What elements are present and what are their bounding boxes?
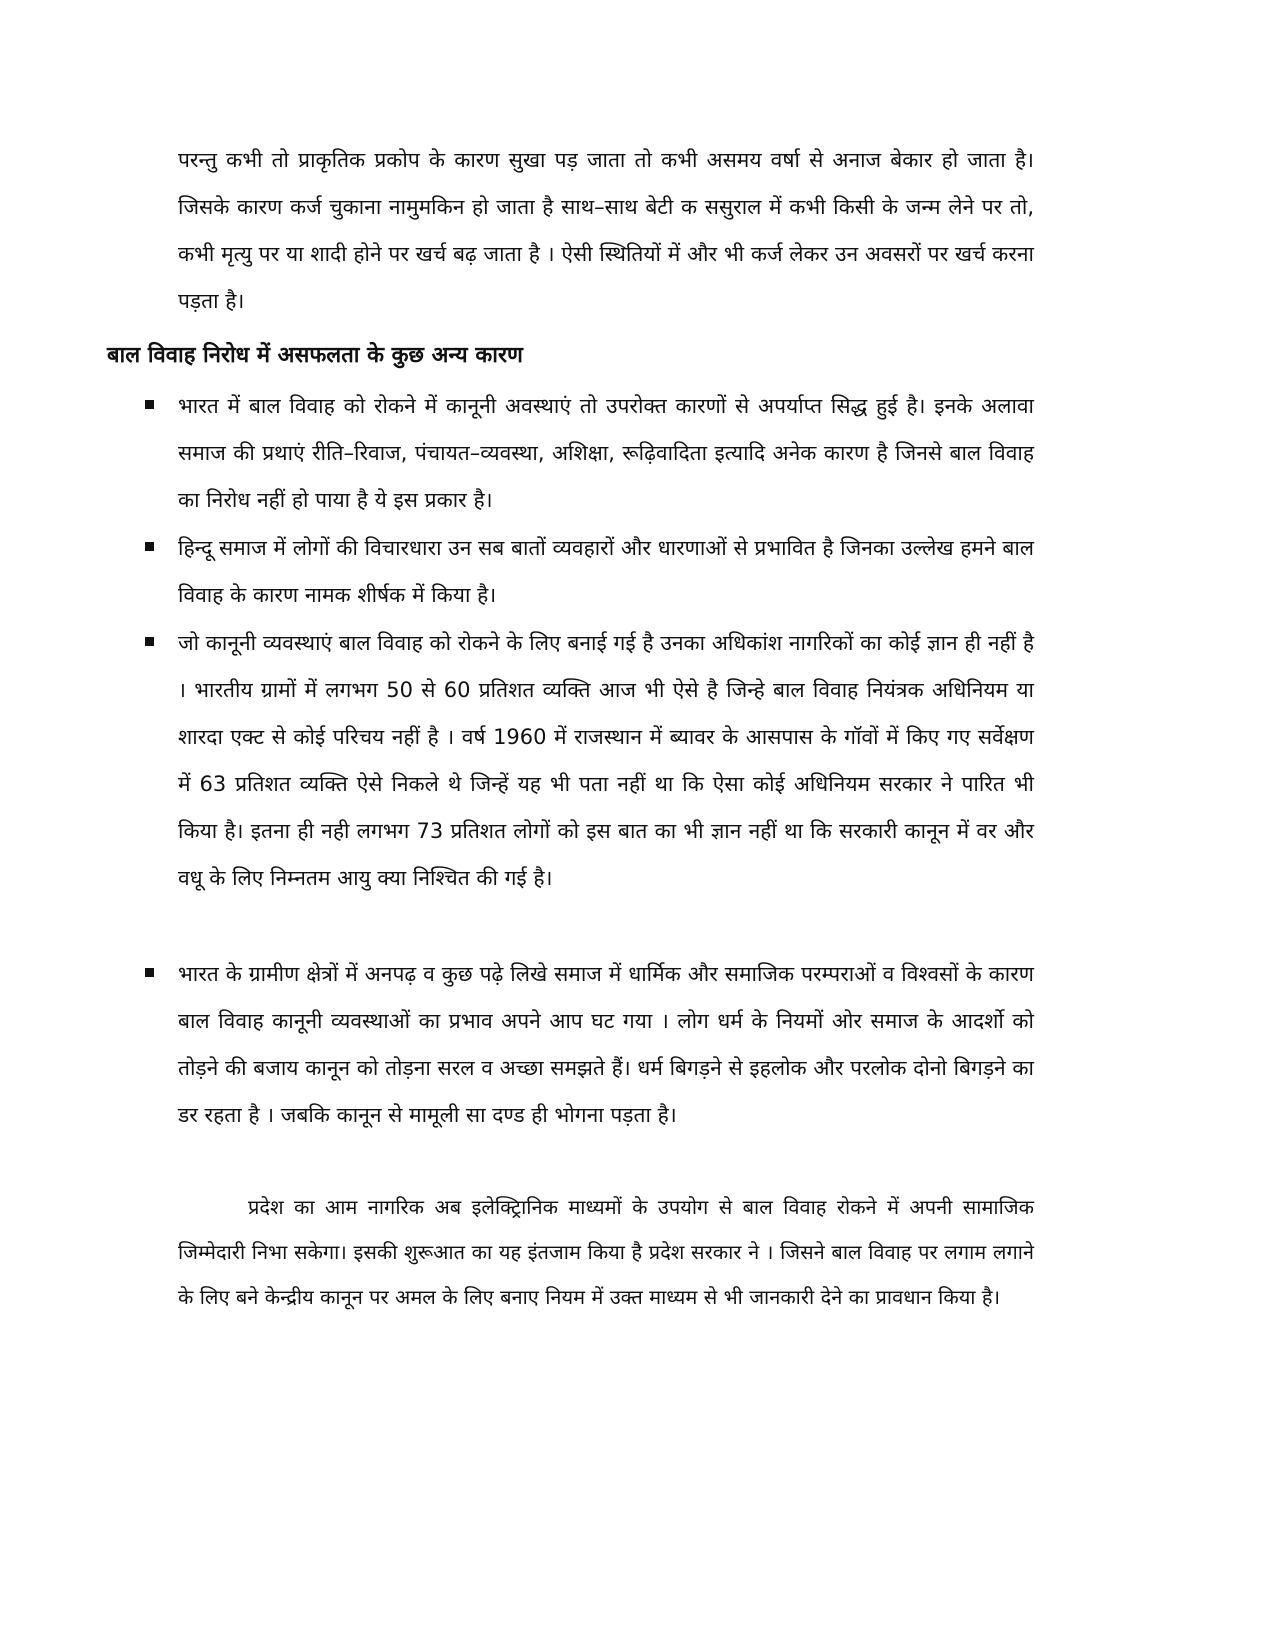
bullet-text: भारत के ग्रामीण क्षेत्रों में अनपढ़ व कुछ पढ़े लिखे समाज में धार्मिक और समाजिक परम्पराओं व विश्वसों के कारण बाल विवाह कानूनी व्यवस्थाओं का प्रभाव अपने आप घट गया । लोग धर्म के नियमों ओर समाज के आदर्शो को तोड़ने की बजाय कानून को तोड़ना सरल व अच्छा समझते हैं। धर्म बिगड़ने से इहलोक और परलोक दोनो बिगड़ने का डर रहता है । जबकि कानून से मामूली सा दण्ड ही भोगना पड़ता है।	[178, 962, 1034, 1127]
intro-paragraph: परन्तु कभी तो प्राकृतिक प्रकोप के कारण सुखा पड़ जाता तो कभी असमय वर्षा से अनाज बेकार हो जाता है। जिसके कारण कर्ज चुकाना नामुमकिन हो जाता है साथ–साथ बेटी क ससुराल में कभी किसी के जन्म लेने पर तो, कभी मृत्यु पर या शादी होने पर खर्च बढ़ जाता है । ऐसी स्थितियों में और भी कर्ज लेकर उन अवसरों पर खर्च करना पड़ता है।	[178, 148, 1034, 313]
square-bullet-icon	[145, 542, 154, 551]
closing-paragraph: प्रदेश का आम नागरिक अब इलेक्ट्रिानिक माध्यमों के उपयोग से बाल विवाह रोकने में अपनी सामाजिक जिम्मेदारी निभा सकेगा। इसकी शुरूआत का यह इंतजाम किया है प्रदेश सरकार ने । जिसने बाल विवाह पर लगाम लगाने के लिए बने केन्द्रीय कानून पर अमल के लिए बनाए नियम में उक्त माध्यम से भी जानकारी देने का प्रावधान किया है।	[178, 1195, 1034, 1309]
square-bullet-icon	[145, 400, 154, 409]
section-heading: बाल विवाह निरोध में असफलता के कुछ अन्य कारण	[107, 343, 523, 368]
square-bullet-icon	[145, 968, 154, 977]
bullet-text: जो कानूनी व्यवस्थाएं बाल विवाह को रोकने के लिए बनाई गई है उनका अधिकांश नागरिकों का कोई ज्ञान ही नहीं है । भारतीय ग्रामों में लगभग 50 से 60 प्रतिशत व्यक्ति आज भी ऐसे है जिन्हे बाल विवाह नियंत्रक अधिनियम या शारदा एक्ट से कोई परिचय नहीं है । वर्ष 1960 में राजस्थान में ब्यावर के आसपास के गॉवों में किए गए सर्वेक्षण में 63 प्रतिशत व्यक्ति ऐसे निकले थे जिन्हें यह भी पता नहीं था कि ऐसा कोई अधिनियम सरकार ने पारित भी किया है। इतना ही नही लगभग 73 प्रतिशत लोगों को इस बात का भी ज्ञान नहीं था कि सरकारी कानून में वर और वधू के लिए निम्नतम आयु क्या निश्चित की गई है।	[178, 631, 1034, 890]
bullet-text: भारत में बाल विवाह को रोकने में कानूनी अवस्थाएं तो उपरोक्त कारणों से अपर्याप्त सिद्ध हुई है। इनके अलावा समाज की प्रथाएं रीति–रिवाज, पंचायत–व्यवस्था, अशिक्षा, रूढ़िवादिता इत्यादि अनेक कारण है जिनसे बाल विवाह का निरोध नहीं हो पाया है ये इस प्रकार है।	[178, 394, 1034, 512]
square-bullet-icon	[145, 637, 154, 646]
bullet-text: हिन्दू समाज में लोगों की विचारधारा उन सब बातों व्यवहारों और धारणाओं से प्रभावित है जिनका उल्लेख हमने बाल विवाह के कारण नामक शीर्षक में किया है।	[178, 536, 1034, 607]
